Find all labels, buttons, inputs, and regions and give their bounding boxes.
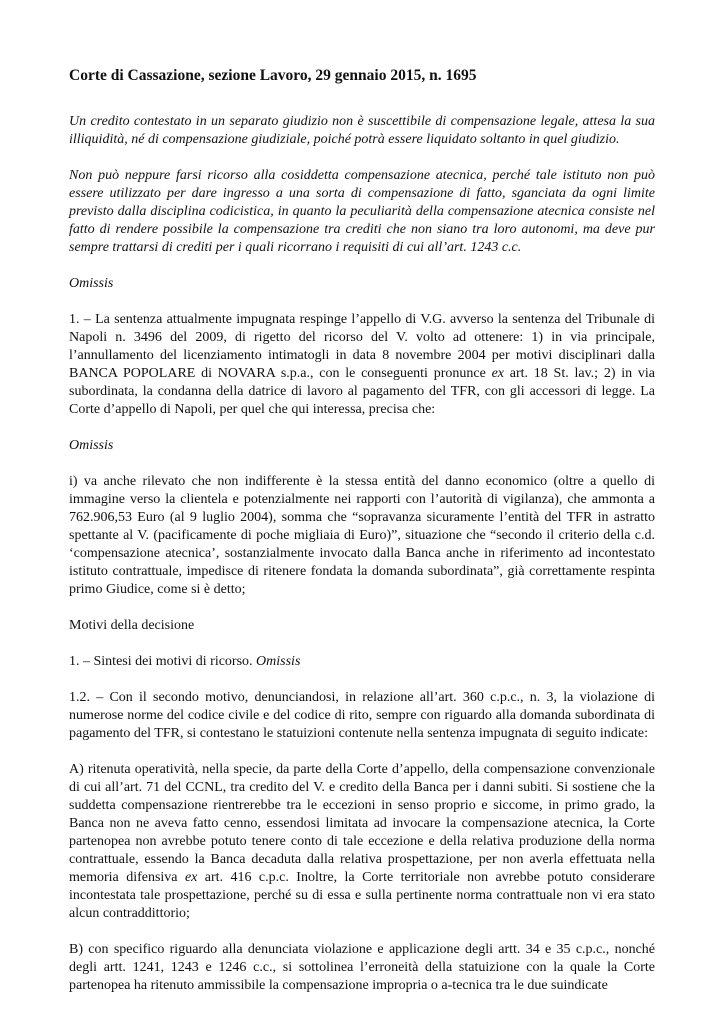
- paragraph-1-2: 1.2. – Con il secondo motivo, denunciandosi, in relazione all’art. 360 c.p.c., n. 3, la violazione di numerose norme del codice civile e del codice di rito, sempre con riguardo alla domanda subordinata di pagamento del TFR, si contestano le statuizioni contenute nella sentenza impugnata di seguito indicate:: [69, 690, 655, 741]
- omissis-marker-1: Omissis: [69, 276, 114, 291]
- paragraph-sintesi-omissis: Omissis: [256, 654, 301, 669]
- paragraph-1-ex: ex: [491, 366, 504, 381]
- section-heading: Motivi della decisione: [69, 618, 195, 633]
- headnote-paragraph-1: Un credito contestato in un separato giudizio non è suscettibile di compensazione legale, attesa la sua illiquidità, né di compensazione giudiziale, poiché potrà essere liquidato soltanto in quel giudizio.: [69, 114, 655, 147]
- paragraph-1: [69, 311, 655, 419]
- paragraph-A-text-2: art. 416 c.p.c. Inoltre, la Corte territoriale non avrebbe potuto considerare incontestata tale prospettazione, perché su di essa e sulla pertinente norma contrattuale non vi era stato alcun contraddittorio;: [69, 870, 655, 921]
- paragraph-sintesi-text: 1. – Sintesi dei motivi di ricorso.: [69, 654, 257, 669]
- document-title: Corte di Cassazione, sezione Lavoro, 29 gennaio 2015, n. 1695: [69, 67, 477, 84]
- paragraph-A: [69, 761, 655, 923]
- paragraph-sintesi: [69, 653, 655, 671]
- paragraph-1-text-b: art. 18 St. lav.; 2) in via subordinata, la condanna della datrice di lavoro al pagamento del TFR, con gli accessori di legge. La Corte d’appello di Napoli, per quel che qui interessa, precisa che:: [69, 366, 655, 417]
- paragraph-A-text-1: A) ritenuta operatività, nella specie, da parte della Corte d’appello, della compensazione convenzionale di cui all’art. 71 del CCNL, tra credito del V. e credito della Banca per i danni subiti. Si sostiene che la suddetta compensazione rientrerebbe tra le eccezioni in senso proprio e siccome, in primo grado, la Banca non ne aveva fatto cenno, essendosi limitata ad invocare la compensazione atecnica, la Corte partenopea non avrebbe potuto tenere conto di tale eccezione e della relativa produzione della norma contrattuale, essendo la Banca decaduta dalla relativa prospettazione, per non averla effettuata nella memoria difensiva: [69, 762, 655, 885]
- paragraph-B: B) con specifico riguardo alla denunciata violazione e applicazione degli artt. 34 e 35 c.p.c., nonché degli artt. 1241, 1243 e 1246 c.c., si sottolinea l’erroneità della statuizione con la quale la Corte partenopea ha ritenuto ammissibile la compensazione impropria o a-tecnica tra le due suindicate: [69, 942, 655, 993]
- document-page: [69, 58, 655, 995]
- headnote-paragraph-2: Non può neppure farsi ricorso alla cosiddetta compensazione atecnica, perché tale istituto non può essere utilizzato per dare ingresso a una sorta di compensazione di fatto, sganciata da ogni limite previsto dalla disciplina codicistica, in quanto la peculiarità della compensazione atecnica consiste nel fatto di rendere possibile la compensazione tra crediti che non siano tra loro autonomi, ma deve pur sempre trattarsi di crediti per i quali ricorrano i requisiti di cui all’art. 1243 c.c.: [69, 168, 655, 255]
- paragraph-1-text-a: 1. – La sentenza attualmente impugnata respinge l’appello di V.G. avverso la sentenza del Tribunale di Napoli n. 3496 del 2009, di rigetto del ricorso del V. volto ad ottenere: 1) in via principale, l’annullamento del licenziamento intimatogli in data 8 novembre 2004 per motivi disciplinari dalla BANCA POPOLARE di NOVARA s.p.a., con le conseguenti pronunce: [69, 312, 655, 381]
- omissis-marker-2: Omissis: [69, 438, 114, 453]
- paragraph-i: i) va anche rilevato che non indifferente è la stessa entità del danno economico (oltre a quello di immagine verso la clientela e potenzialmente nei rapporti con l’autorità di vigilanza), che ammonta a 762.906,53 Euro (al 9 luglio 2004), somma che “sopravanza sicuramente l’entità del TFR in astratto spettante al V. (pacificamente di poche migliaia di Euro)”, situazione che “secondo il criterio della c.d. ‘compensazione atecnica’, sostanzialmente invocato dalla Banca anche in riferimento ad incontestato istituto contrattuale, impedisce di ritenere fondata la domanda subordinata”, già correttamente respinta primo Giudice, come si è detto;: [69, 474, 655, 597]
- paragraph-A-ex: ex: [184, 870, 198, 885]
